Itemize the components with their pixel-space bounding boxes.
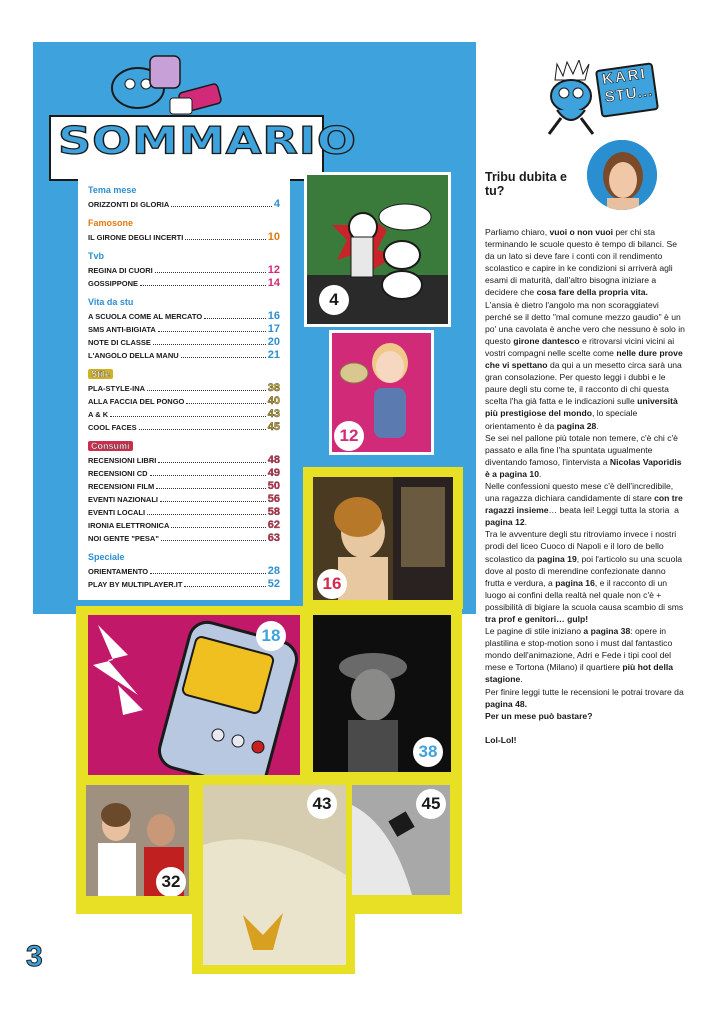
toc-entry[interactable]: [88, 231, 280, 244]
toc-leader-dots: [150, 565, 266, 574]
toc-section-heading: Consumi: [88, 441, 133, 451]
toc-leader-dots: [153, 336, 266, 345]
page-badge-32: 32: [156, 867, 186, 896]
toc-entry[interactable]: [88, 519, 280, 532]
toc-leader-dots: [161, 532, 266, 541]
page-badge-12: 12: [334, 421, 364, 451]
photo-frame-45[interactable]: [352, 785, 450, 895]
toc-entry-page: 56: [267, 493, 280, 505]
toc-section-heading: Tema mese: [88, 185, 137, 195]
toc-entry[interactable]: [88, 454, 280, 467]
photo-frame-43[interactable]: [203, 785, 346, 965]
toc-leader-dots: [150, 467, 266, 476]
toc-entry[interactable]: [88, 395, 280, 408]
toc-entry-page: 16: [267, 310, 280, 322]
toc-entry[interactable]: [88, 493, 280, 506]
toc-entry-page: 49: [267, 467, 280, 479]
toc-entry[interactable]: [88, 198, 280, 211]
toc-leader-dots: [110, 408, 266, 417]
toc-entry-title: PLA-STYLE-INA: [88, 384, 146, 393]
kari-stu-badge: [595, 62, 659, 118]
toc-entry-page: 14: [267, 277, 280, 289]
photo-frame-12[interactable]: [329, 330, 434, 455]
toc-entry-page: 21: [267, 349, 280, 361]
toc-leader-dots: [140, 277, 266, 286]
toc-entry-title: EVENTI NAZIONALI: [88, 495, 159, 504]
toc-leader-dots: [171, 198, 272, 207]
toc-leader-dots: [158, 454, 265, 463]
toc-leader-dots: [158, 323, 266, 332]
article-body: [485, 226, 685, 746]
article-paragraph: Se sei nel pallone più totale non temere, c'è chi c'è passato e alla fine l'ha spuntata ugualmente diventando famoso, l'intervista a Nicolas Vaporidis è a pagina 10.: [485, 432, 682, 479]
toc-entry-title: RECENSIONI LIBRI: [88, 456, 157, 465]
kari-line1: KARI: [601, 65, 648, 89]
toc-entry[interactable]: [88, 467, 280, 480]
toc-entry[interactable]: [88, 382, 280, 395]
toc-entry-page: 48: [267, 454, 280, 466]
article-paragraph: Per finire leggi tutte le recensioni le potrai trovare da pagina 48.: [485, 686, 684, 709]
toc-leader-dots: [147, 382, 266, 391]
toc-entry-title: NOI GENTE "PESA": [88, 534, 159, 543]
toc-section-heading: Stile: [88, 369, 113, 379]
toc-entry-title: ALLA FACCIA DEL PONGO: [88, 397, 185, 406]
toc-entry-title: A SCUOLA COME AL MERCATO: [88, 312, 203, 321]
toc-entry-page: 4: [273, 198, 280, 210]
toc-entry-page: 40: [267, 395, 280, 407]
photo-frame-4[interactable]: [304, 172, 451, 327]
kari-line2: STU...: [603, 82, 655, 107]
toc-entry-title: EVENTI LOCALI: [88, 508, 146, 517]
toc-entry[interactable]: [88, 532, 280, 545]
toc-entry[interactable]: [88, 480, 280, 493]
toc-entry-title: RECENSIONI CD: [88, 469, 148, 478]
toc-entry-page: 38: [267, 382, 280, 394]
toc-entry-title: RECENSIONI FILM: [88, 482, 155, 491]
table-of-contents: [78, 170, 290, 600]
photo-frame-18[interactable]: [88, 615, 300, 775]
toc-leader-dots: [181, 349, 266, 358]
toc-entry[interactable]: [88, 310, 280, 323]
author-avatar: [587, 140, 657, 210]
toc-entry[interactable]: [88, 264, 280, 277]
toc-leader-dots: [156, 480, 265, 489]
toc-entry-page: 58: [267, 506, 280, 518]
toc-entry-title: SMS ANTI-BIGIATA: [88, 325, 156, 334]
toc-section-heading: Famosone: [88, 218, 134, 228]
toc-entry-title: PLAY BY MULTIPLAYER.IT: [88, 580, 183, 589]
mascot-illustration: [100, 48, 230, 118]
article-paragraph: Nelle confessioni questo mese c'è dell'incredibile, una ragazza dichiara candidamente di stare con tre ragazzi insieme… beata lei! Leggi tutta la storia a pagina 12.: [485, 480, 683, 528]
toc-entry-title: IRONIA ELETTRONICA: [88, 521, 170, 530]
toc-entry[interactable]: [88, 349, 280, 362]
toc-leader-dots: [186, 395, 265, 404]
toc-entry-page: 28: [267, 565, 280, 577]
toc-section-heading: Tvb: [88, 251, 105, 261]
toc-entry[interactable]: [88, 277, 280, 290]
toc-entry-page: 63: [267, 532, 280, 544]
toc-entry-page: 10: [267, 231, 280, 243]
toc-entry-title: COOL FACES: [88, 423, 137, 432]
page-badge-18: 18: [256, 621, 286, 651]
article-paragraph: Le pagine di stile iniziano a pagina 38: opere in plastilina e stop-motion sono i must dal fantastico mondo dell'animazione, Adri e Fede i tipi cool del mese e Tortona (Milano) il quartiere più hot della stagione.: [485, 626, 674, 685]
toc-entry-title: ORIENTAMENTO: [88, 567, 149, 576]
toc-leader-dots: [204, 310, 266, 319]
toc-entry[interactable]: [88, 565, 280, 578]
toc-entry-title: REGINA DI CUORI: [88, 266, 153, 275]
toc-entry[interactable]: [88, 323, 280, 336]
toc-entry[interactable]: [88, 421, 280, 434]
toc-section-heading: Speciale: [88, 552, 125, 562]
toc-entry-page: 17: [267, 323, 280, 335]
toc-entry[interactable]: [88, 336, 280, 349]
article-paragraph: L'ansia è dietro l'angolo ma non scoraggiatevi perché se il detto "mal comune mezzo gaudio" è un po' una cavolata è anche vero che nessuno è solo in questo girone dantesco e ritrovarsi vicini vicini ai vostri compagni nelle scelte come nelle dure prove che vi spettano da qui a un mesetto circa sarà una gran consolazione. Per questo leggi i dubbi e le paure degli stu come te, il racconto di chi questa scelta l'ha già fatta e le indicazioni sulle università più prestigiose del mondo, lo speciale orientamento è da pagina 28.: [485, 299, 685, 431]
toc-leader-dots: [185, 231, 265, 240]
toc-entry-title: NOTE DI CLASSE: [88, 338, 151, 347]
photo-frame-38[interactable]: [313, 615, 451, 772]
article-paragraph: Parliamo chiaro, vuoi o non vuoi per chi sta terminando le scuole questo è tempo di bilanci. Se da un lato si deve fare i conti con il rendimento scolastico e capire in ke condizioni si arriverà agli esami di maturità, dall'altro bisogna iniziare a decidere che cosa fare della propria vita.: [485, 227, 678, 298]
photo-frame-32[interactable]: [86, 785, 189, 896]
page-number: 3: [26, 940, 43, 973]
toc-entry-page: 43: [267, 408, 280, 420]
toc-section-heading: Vita da stu: [88, 297, 134, 307]
toc-entry-title: GOSSIPPONE: [88, 279, 139, 288]
page-badge-16: 16: [317, 569, 347, 599]
toc-entry[interactable]: [88, 578, 280, 591]
article-paragraph: Tra le avventure degli stu ritroviamo invece i nostri prodi del liceo Cuoco di Napoli e il loro de bello scolastico da pagina 19, poi l'articolo su una scuola dove al posto di merendine confezionate danno frutta e verdura, a pagina 16, e il racconto di un luogo ai confini della realtà nel quale non c'è + possibilità di bigiare la scuola causa scambio di sms tra prof e genitori… gulp!: [485, 529, 684, 624]
toc-entry[interactable]: [88, 408, 280, 421]
toc-entry-page: 50: [267, 480, 280, 492]
photo-frame-16[interactable]: [313, 477, 453, 600]
toc-entry-title: ORIZZONTI DI GLORIA: [88, 200, 170, 209]
article-signoff: Lol-Lol!: [485, 734, 517, 745]
page-badge-38: 38: [413, 737, 443, 767]
toc-leader-dots: [139, 421, 266, 430]
page-badge-45: 45: [416, 789, 446, 819]
article-question: Per un mese può bastare?: [485, 710, 593, 721]
page-badge-4: 4: [319, 285, 349, 315]
toc-leader-dots: [160, 493, 266, 502]
toc-entry-page: 62: [267, 519, 280, 531]
sommario-logo: SOMMARIO: [58, 118, 358, 163]
toc-entry-page: 20: [267, 336, 280, 348]
article-title: Tribu dubita e tu?: [485, 170, 567, 198]
toc-entry-page: 12: [267, 264, 280, 276]
toc-leader-dots: [171, 519, 265, 528]
toc-leader-dots: [155, 264, 266, 273]
toc-entry-page: 45: [267, 421, 280, 433]
author-photo: [587, 140, 657, 210]
toc-entry-title: IL GIRONE DEGLI INCERTI: [88, 233, 184, 242]
page-badge-43: 43: [307, 789, 337, 819]
toc-entry-title: A & K: [88, 410, 109, 419]
toc-leader-dots: [147, 506, 266, 515]
toc-leader-dots: [184, 578, 265, 587]
toc-entry-title: L'ANGOLO DELLA MANU: [88, 351, 179, 360]
toc-entry[interactable]: [88, 506, 280, 519]
toc-entry-page: 52: [267, 578, 280, 590]
